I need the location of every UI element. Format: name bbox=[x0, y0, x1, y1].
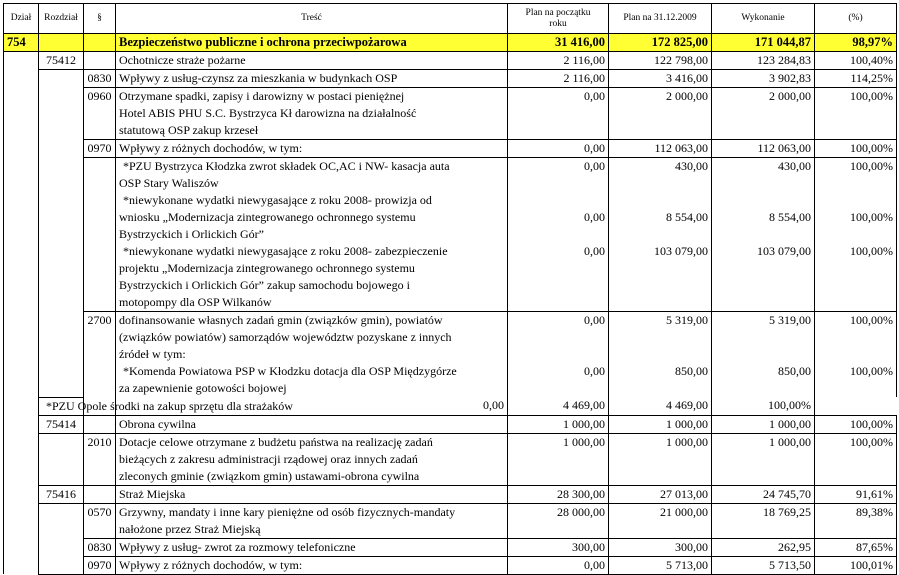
row-0570 bbox=[4, 503, 897, 538]
tresc-line: Bystrzyckich i Orlickich Gór” zakup samochodu bojowego i bbox=[119, 278, 410, 292]
tresc-line: Dotacje celowe otrzymane z budżetu państwa na realizację zadań bbox=[119, 434, 433, 449]
cell-plan-start: 2 116,00 bbox=[508, 70, 609, 88]
cell-plan-start: 28 300,00 bbox=[508, 485, 609, 503]
cell-paragraf: 2010 bbox=[84, 433, 116, 485]
cell-plan-end: 8 554,00 bbox=[609, 192, 712, 243]
cell-rozdzial bbox=[39, 34, 84, 52]
tresc-line: *Komenda Powiatowa PSP w Kłodzku dotacja dla OSP Międzygórze bbox=[123, 364, 457, 378]
cell-wykonanie: 850,00 bbox=[712, 363, 815, 397]
cell-procent: 100,00% bbox=[815, 243, 897, 312]
cell-plan-end: 3 416,00 bbox=[609, 70, 712, 88]
cell-tresc: Bezpieczeństwo publiczne i ochrona przeciwpożarowa bbox=[116, 34, 508, 52]
cell-procent: 114,25% bbox=[815, 70, 897, 88]
row-0830-osp bbox=[4, 70, 897, 88]
cell-procent: 100,00% bbox=[815, 140, 897, 158]
tresc-line: *PZU Opole środki na zakup sprzętu dla strażaków bbox=[46, 398, 293, 413]
budget-table-sheet bbox=[3, 3, 896, 575]
cell-plan-end: 1 000,00 bbox=[609, 415, 712, 433]
cell-plan-end: 4 469,00 bbox=[508, 397, 609, 415]
tresc-line: Grzywny, mandaty i inne kary pieniężne od osób fizycznych-mandaty bbox=[119, 504, 456, 519]
cell-plan-end: 5 713,00 bbox=[609, 556, 712, 574]
cell-plan-start: 0,00 bbox=[508, 192, 609, 243]
cell-plan-end: 122 798,00 bbox=[609, 52, 712, 70]
cell-wykonanie: 18 769,25 bbox=[712, 503, 815, 538]
cell-wykonanie: 8 554,00 bbox=[712, 192, 815, 243]
cell-rozdzial: 75412 bbox=[39, 52, 84, 70]
cell-wykonanie: 5 713,50 bbox=[712, 556, 815, 574]
row-75414 bbox=[4, 415, 897, 433]
cell-plan-start: 28 000,00 bbox=[508, 503, 609, 538]
cell-paragraf bbox=[84, 415, 116, 433]
cell-plan-start: 300,00 bbox=[508, 538, 609, 556]
cell-rozdzial-empty bbox=[39, 433, 84, 485]
cell-procent: 89,38% bbox=[815, 503, 897, 538]
tresc-line: Otrzymane spadki, zapisy i darowizny w postaci pieniężnej bbox=[119, 89, 405, 103]
cell-procent: 100,00% bbox=[815, 192, 897, 243]
tresc-line: *niewykonane wydatki niewygasające z roku 2008- zabezpieczenie bbox=[123, 244, 448, 258]
cell-wykonanie: 24 745,70 bbox=[712, 485, 815, 503]
cell-plan-end: 103 079,00 bbox=[609, 243, 712, 312]
cell-rozdzial-empty bbox=[39, 503, 84, 574]
cell-wykonanie: 112 063,00 bbox=[712, 140, 815, 158]
cell-plan-start: 0,00 bbox=[508, 363, 609, 397]
cell-wykonanie: 1 000,00 bbox=[712, 415, 815, 433]
cell-tresc: Ochotnicze straże pożarne bbox=[116, 52, 508, 70]
header-rozdzial: Rozdział bbox=[39, 4, 84, 34]
cell-paragraf bbox=[84, 52, 116, 70]
cell-paragraf: 0830 bbox=[84, 538, 116, 556]
cell-plan-end: 430,00 bbox=[609, 158, 712, 193]
header-plan-start-line2: roku bbox=[549, 18, 567, 29]
cell-tresc: Straż Miejska bbox=[116, 485, 508, 503]
cell-procent: 91,61% bbox=[815, 485, 897, 503]
tresc-line: Bystrzyckich i Orlickich Gór” bbox=[119, 227, 264, 241]
cell-tresc bbox=[116, 503, 508, 538]
cell-plan-start: 1 000,00 bbox=[508, 433, 609, 485]
cell-tresc bbox=[116, 363, 508, 397]
tresc-line: źródeł w tym: bbox=[119, 347, 186, 361]
cell-plan-end: 112 063,00 bbox=[609, 140, 712, 158]
cell-rozdzial-empty bbox=[39, 70, 84, 398]
cell-wykonanie: 430,00 bbox=[712, 158, 815, 193]
row-75416 bbox=[4, 485, 897, 503]
main-row-754 bbox=[4, 34, 897, 52]
row-2010 bbox=[4, 433, 897, 485]
row-sub-zabezpieczenie bbox=[4, 243, 897, 312]
cell-wykonanie: 4 469,00 bbox=[609, 397, 712, 415]
cell-paragraf: 0830 bbox=[84, 70, 116, 88]
cell-wykonanie: 3 902,83 bbox=[712, 70, 815, 88]
tresc-line: za zapewnienie gotowości bojowej bbox=[119, 381, 287, 395]
tresc-line: statutową OSP zakup krzeseł bbox=[119, 123, 259, 137]
cell-wykonanie: 171 044,87 bbox=[712, 34, 815, 52]
cell-tresc bbox=[116, 88, 508, 140]
tresc-line: bieżących z zakresu administracji rządowej oraz innych zadań bbox=[119, 451, 418, 466]
cell-rozdzial: 75416 bbox=[39, 485, 84, 503]
tresc-line: motopompy dla OSP Wilkanów bbox=[119, 295, 272, 309]
row-0960 bbox=[4, 88, 897, 140]
tresc-line: Hotel ABIS PHU S.C. Bystrzyca Kł darowizna na działalność bbox=[119, 106, 417, 120]
cell-tresc: Wpływy z usług-czynsz za mieszkania w budynkach OSP bbox=[116, 70, 508, 88]
row-sub-prowizja bbox=[4, 192, 897, 243]
row-75412 bbox=[4, 52, 897, 70]
cell-plan-start: 0,00 bbox=[508, 556, 609, 574]
cell-procent: 100,00% bbox=[815, 312, 897, 364]
cell-paragraf bbox=[84, 34, 116, 52]
cell-paragraf: 0970 bbox=[84, 140, 116, 158]
cell-rozdzial: 75414 bbox=[39, 415, 84, 433]
cell-plan-end: 850,00 bbox=[609, 363, 712, 397]
cell-plan-start: 0,00 bbox=[508, 243, 609, 312]
tresc-line: dofinansowanie własnych zadań gmin (związków gmin), powiatów bbox=[119, 313, 443, 327]
cell-paragraf bbox=[84, 485, 116, 503]
cell-paragraf: 0960 bbox=[84, 88, 116, 140]
cell-procent: 100,00% bbox=[815, 158, 897, 193]
header-plan-start-line1: Plan na początku bbox=[525, 7, 591, 18]
cell-procent: 100,00% bbox=[815, 88, 897, 140]
tresc-line: nałożone przez Straż Miejską bbox=[119, 521, 261, 536]
cell-procent: 100,00% bbox=[815, 415, 897, 433]
cell-tresc: Wpływy z różnych dochodów, w tym: bbox=[116, 556, 508, 574]
cell-procent: 98,97% bbox=[815, 34, 897, 52]
cell-wykonanie: 1 000,00 bbox=[712, 433, 815, 485]
cell-procent: 100,00% bbox=[815, 363, 897, 397]
cell-tresc bbox=[116, 158, 508, 193]
cell-tresc bbox=[116, 243, 508, 312]
cell-plan-start: 0,00 bbox=[508, 88, 609, 140]
cell-plan-start: 0,00 bbox=[508, 312, 609, 364]
header-row bbox=[4, 4, 897, 34]
cell-tresc bbox=[116, 192, 508, 243]
header-plan-start bbox=[508, 4, 609, 34]
header-dzial: Dział bbox=[4, 4, 39, 34]
cell-plan-end: 27 013,00 bbox=[609, 485, 712, 503]
cell-paragraf: 0570 bbox=[84, 503, 116, 538]
cell-dzial: 754 bbox=[4, 34, 39, 52]
tresc-line: *PZU Bystrzyca Kłodzka zwrot składek OC,AC i NW- kasacja auta bbox=[123, 159, 450, 173]
budget-table bbox=[3, 3, 897, 575]
cell-procent: 100,00% bbox=[815, 433, 897, 485]
cell-paragraf-empty bbox=[84, 158, 116, 312]
cell-wykonanie: 262,95 bbox=[712, 538, 815, 556]
cell-plan-end: 21 000,00 bbox=[609, 503, 712, 538]
cell-procent: 100,00% bbox=[712, 397, 815, 415]
row-2700 bbox=[4, 312, 897, 364]
cell-wykonanie: 103 079,00 bbox=[712, 243, 815, 312]
tresc-line: *niewykonane wydatki niewygasające z roku 2008- prowizja od bbox=[123, 193, 432, 207]
cell-plan-end: 2 000,00 bbox=[609, 88, 712, 140]
cell-tresc: Wpływy z usług- zwrot za rozmowy telefoniczne bbox=[116, 538, 508, 556]
tresc-line: zleconych gminie (związkom gmin) ustawami-obrona cywilna bbox=[119, 468, 420, 483]
cell-plan-end: 5 319,00 bbox=[609, 312, 712, 364]
row-0970-straz bbox=[4, 556, 897, 574]
cell-plan-end: 300,00 bbox=[609, 538, 712, 556]
cell-plan-start: 1 000,00 bbox=[508, 415, 609, 433]
header-wykonanie: Wykonanie bbox=[712, 4, 815, 34]
row-sub-pzu-bystrzyca bbox=[4, 158, 897, 193]
cell-dzial-empty bbox=[4, 52, 39, 575]
cell-procent: 87,65% bbox=[815, 538, 897, 556]
row-0830-telefon bbox=[4, 538, 897, 556]
header-paragraf: § bbox=[84, 4, 116, 34]
cell-plan-end: 1 000,00 bbox=[609, 433, 712, 485]
tresc-line: wniosku „Modernizacja zintegrowanego ochronnego systemu bbox=[119, 210, 416, 224]
row-sub-pzu-opole bbox=[4, 397, 897, 415]
row-sub-komenda-psp bbox=[4, 363, 897, 397]
cell-procent: 100,40% bbox=[815, 52, 897, 70]
cell-paragraf: 0970 bbox=[84, 556, 116, 574]
cell-plan-end: 172 825,00 bbox=[609, 34, 712, 52]
cell-tresc: Wpływy z różnych dochodów, w tym: bbox=[116, 140, 508, 158]
cell-tresc: Obrona cywilna bbox=[116, 415, 508, 433]
cell-tresc bbox=[39, 397, 293, 415]
cell-tresc bbox=[116, 433, 508, 485]
cell-wykonanie: 5 319,00 bbox=[712, 312, 815, 364]
cell-wykonanie: 2 000,00 bbox=[712, 88, 815, 140]
cell-plan-start: 31 416,00 bbox=[508, 34, 609, 52]
cell-plan-start: 0,00 bbox=[508, 140, 609, 158]
header-procent: (%) bbox=[815, 4, 897, 34]
cell-plan-start: 2 116,00 bbox=[508, 52, 609, 70]
tresc-line: OSP Stary Waliszów bbox=[119, 176, 219, 190]
cell-plan-start: 0,00 bbox=[508, 158, 609, 193]
cell-plan-start: 0,00 bbox=[116, 397, 508, 415]
cell-paragraf: 2700 bbox=[84, 312, 116, 416]
tresc-line: (związków powiatów) samorządów województw pozyskane z innych bbox=[119, 330, 452, 344]
cell-procent: 100,01% bbox=[815, 556, 897, 574]
cell-wykonanie: 123 284,83 bbox=[712, 52, 815, 70]
header-plan-end: Plan na 31.12.2009 bbox=[609, 4, 712, 34]
tresc-line: projektu „Modernizacja zintegrowanego ochronnego systemu bbox=[119, 261, 415, 275]
row-0970-osp bbox=[4, 140, 897, 158]
cell-tresc bbox=[116, 312, 508, 364]
header-tresc: Treść bbox=[116, 4, 508, 34]
